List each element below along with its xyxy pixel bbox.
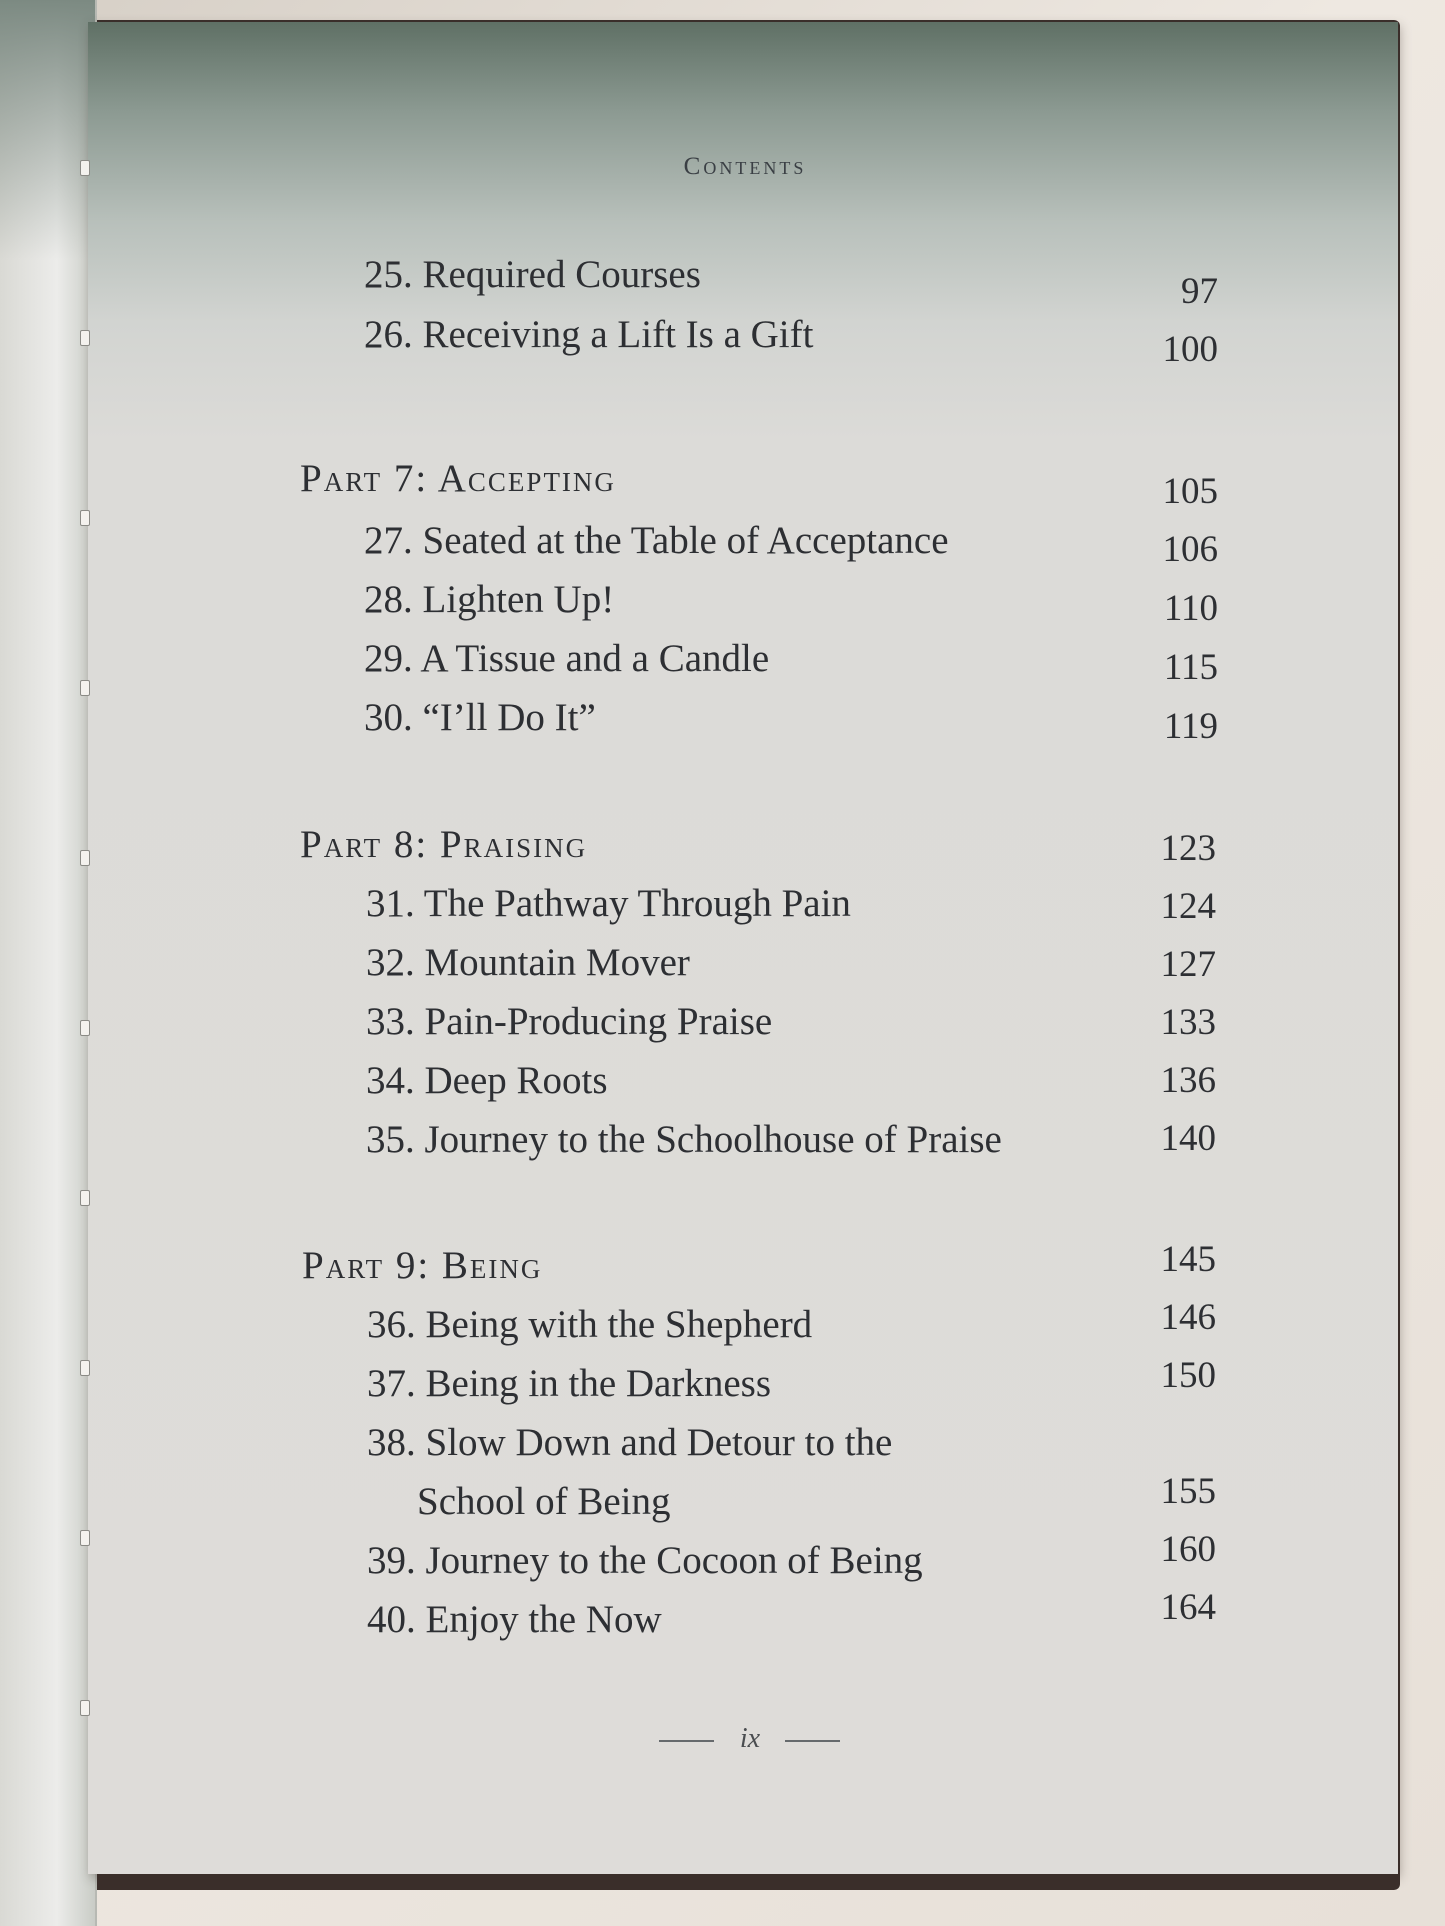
entry-page-number: 146 [1160,1297,1216,1338]
part-title: Part 7: Accepting [300,457,616,500]
entry-title: 30. “I’ll Do It” [364,696,596,739]
entry-page-number: 164 [1160,1587,1216,1628]
entry-page-number: 100 [1162,329,1218,370]
entry-page-number: 124 [1160,886,1216,927]
part-title: Part 9: Being [302,1244,543,1287]
binding-stitches [80,140,94,1740]
entry-title: 38. Slow Down and Detour to the [367,1421,893,1464]
entry-page-number: 136 [1160,1060,1216,1101]
stitch [80,1700,90,1716]
entry-page-number: 160 [1160,1529,1216,1570]
stitch [80,510,90,526]
entry-page-number: 106 [1162,529,1218,570]
stitch [80,1360,90,1376]
entry-title: 40. Enjoy the Now [367,1598,662,1641]
entry-title: 35. Journey to the Schoolhouse of Praise [366,1118,1002,1161]
folio-rule-left [659,1740,714,1742]
part-title: Part 8: Praising [300,823,588,866]
entry-title: School of Being [417,1480,671,1523]
stitch [80,1530,90,1546]
entry-page-number: 115 [1163,647,1218,688]
entry-page-number: 133 [1160,1002,1216,1043]
entry-page-number: 155 [1160,1471,1216,1512]
entry-page-number: 105 [1162,471,1218,512]
entry-page-number: 110 [1163,588,1218,629]
entry-title: 39. Journey to the Cocoon of Being [367,1539,923,1582]
stitch [80,680,90,696]
entry-title: 34. Deep Roots [366,1059,608,1102]
entry-page-number: 145 [1160,1239,1216,1280]
entry-title: 25. Required Courses [364,253,701,296]
contents-heading: Contents [683,153,807,180]
entry-page-number: 140 [1160,1118,1216,1159]
stitch [80,1190,90,1206]
folio-number: ix [739,1723,761,1754]
entry-title: 37. Being in the Darkness [367,1362,772,1405]
entry-title: 31. The Pathway Through Pain [366,882,851,925]
entry-title: 27. Seated at the Table of Acceptance [364,519,949,562]
stitch [80,1020,90,1036]
entry-title: 29. A Tissue and a Candle [364,637,770,680]
entry-title: 32. Mountain Mover [366,941,690,984]
entry-page-number: 119 [1163,706,1218,747]
stitch [80,330,90,346]
entry-page-number: 127 [1160,944,1216,985]
stitch [80,850,90,866]
page-folio [655,1723,845,1757]
entry-title: 33. Pain-Producing Praise [366,1000,773,1043]
entry-page-number: 123 [1160,828,1216,869]
entry-page-number: 97 [1181,271,1218,312]
folio-rule-right [785,1740,840,1742]
entry-title: 36. Being with the Shepherd [367,1303,813,1346]
entry-title: 26. Receiving a Lift Is a Gift [364,313,814,356]
entry-page-number: 150 [1160,1355,1216,1396]
entry-title: 28. Lighten Up! [364,578,615,621]
